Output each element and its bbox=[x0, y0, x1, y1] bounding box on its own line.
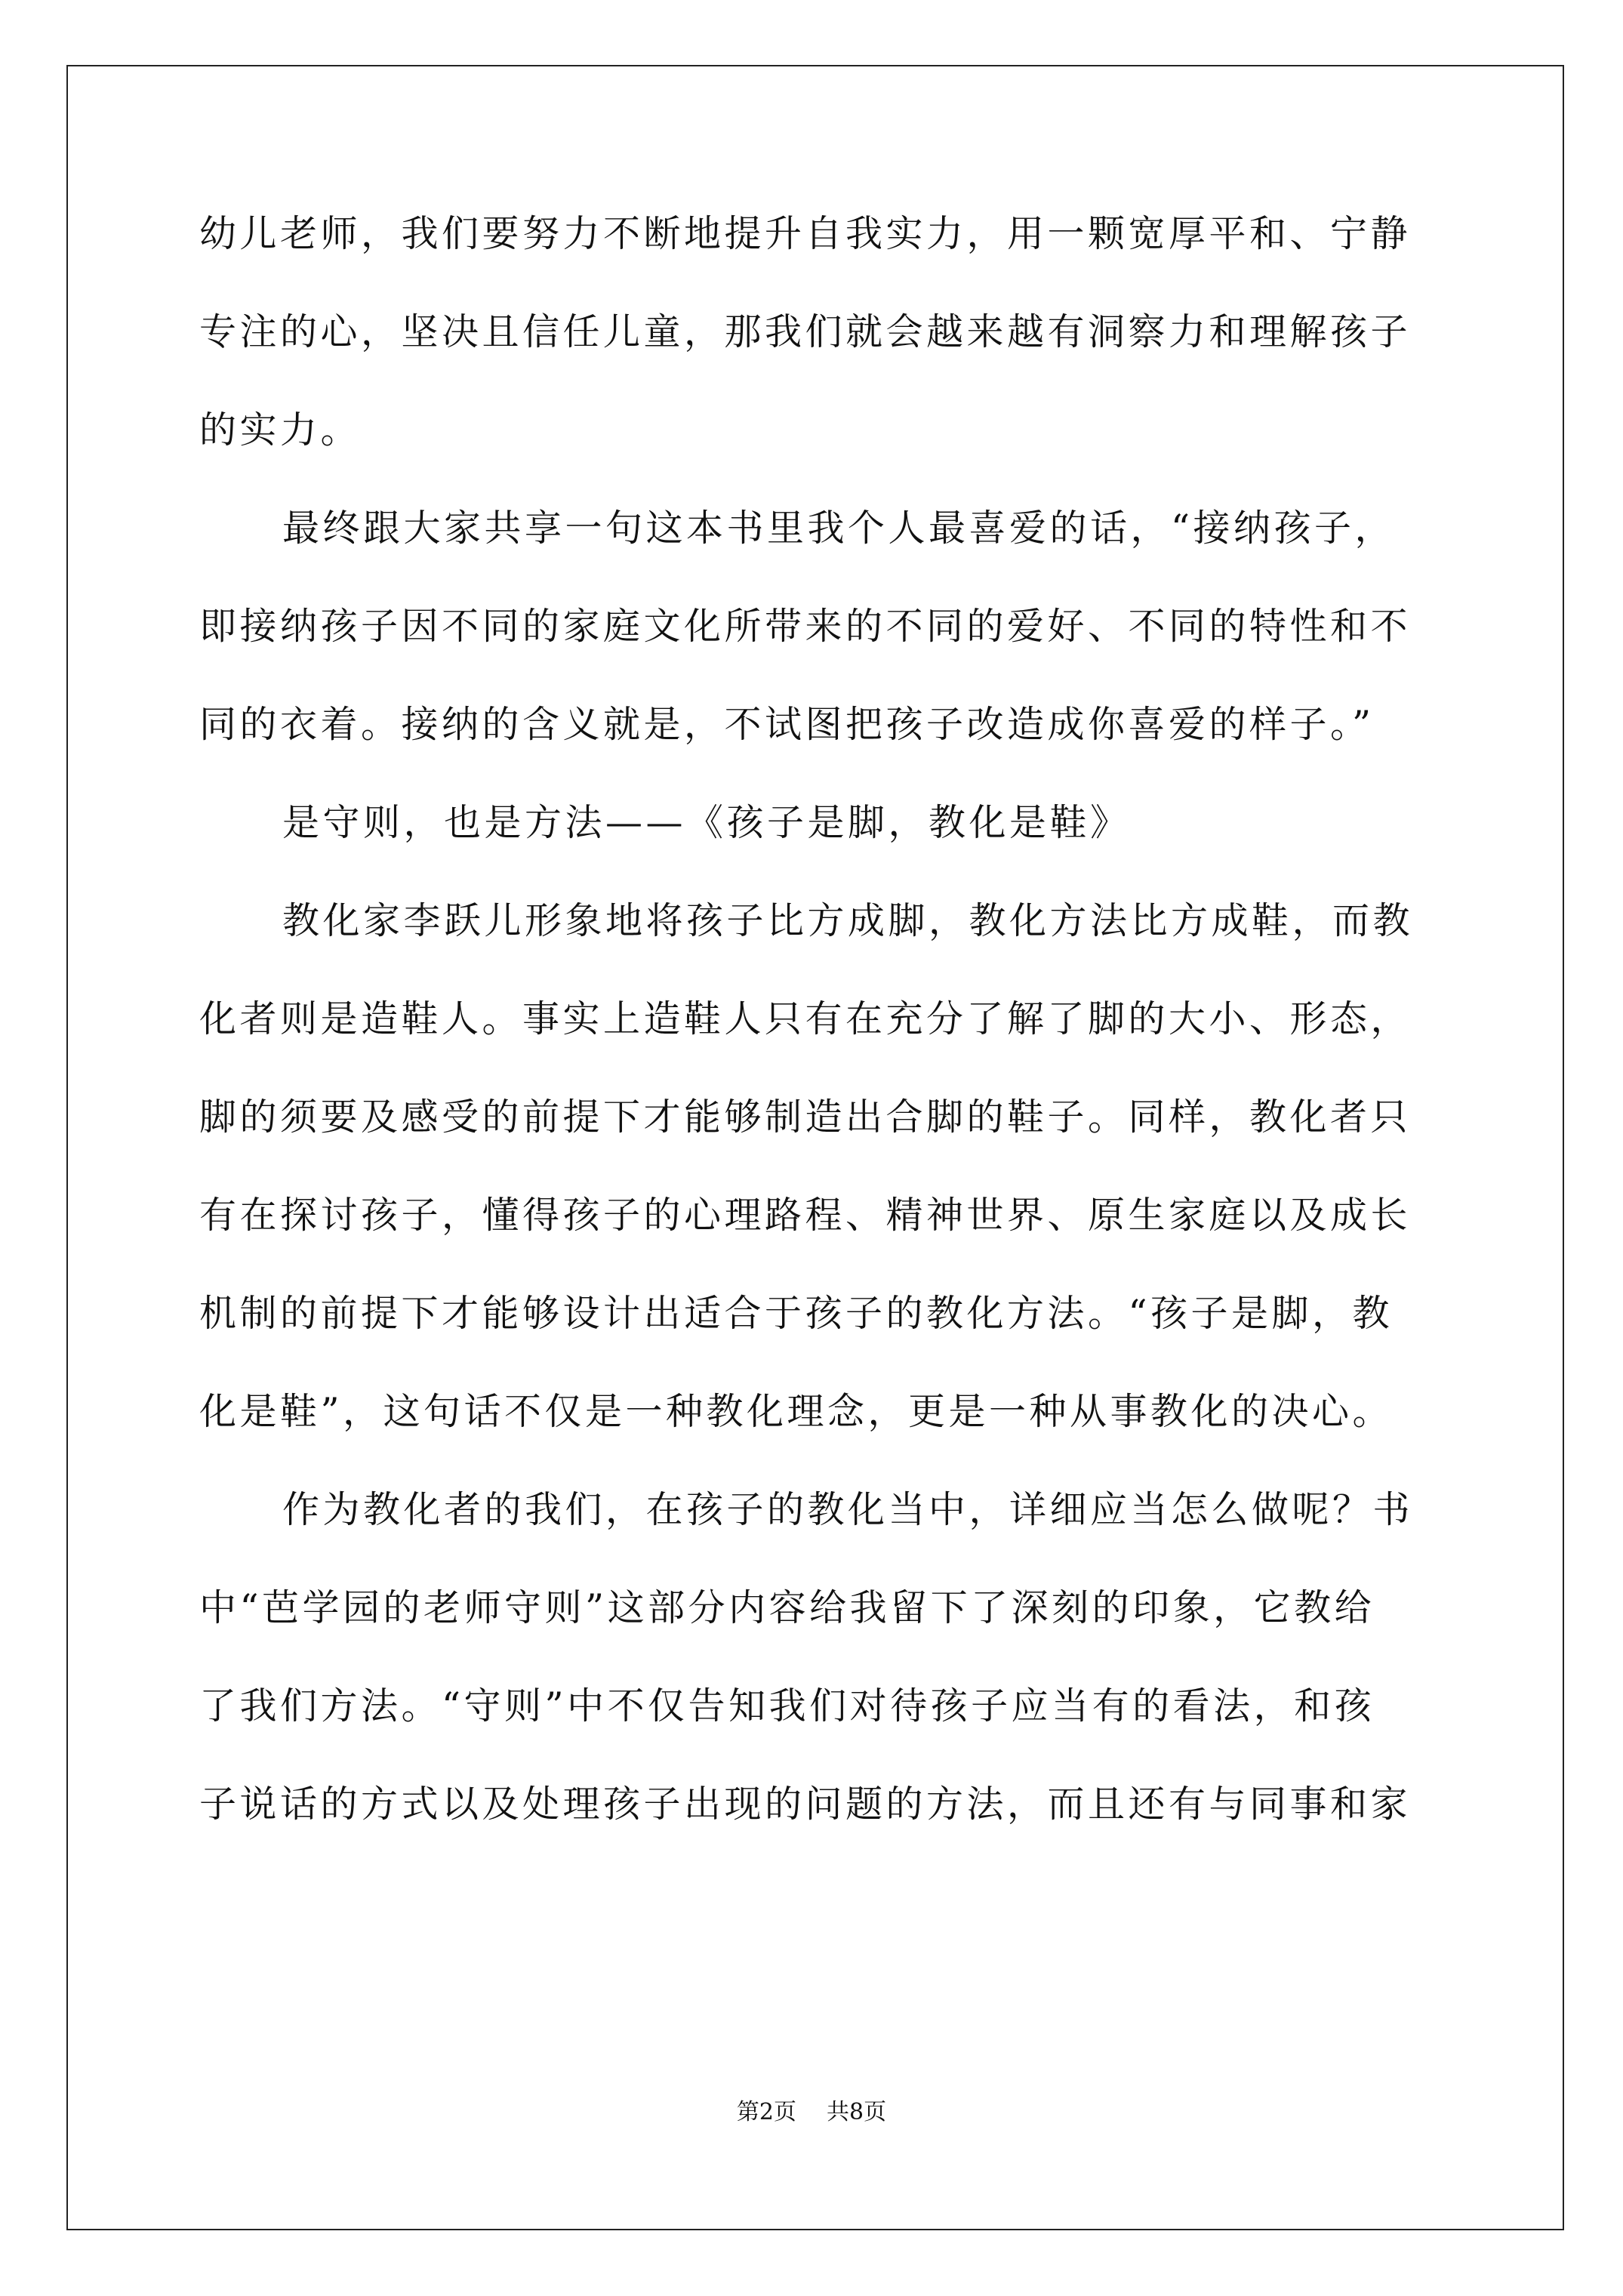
text-line-17: 子说话的方式以及处理孩子出现的问题的方法，而且还有与同事和家 bbox=[199, 1783, 1412, 1826]
text-line-14: 作为教化者的我们，在孩子的教化当中，详细应当怎么做呢？书 bbox=[282, 1488, 1414, 1531]
text-line-16: 了我们方法。“守则”中不仅告知我们对待孩子应当有的看法，和孩 bbox=[199, 1684, 1375, 1727]
text-line-5: 即接纳孩子因不同的家庭文化所带来的不同的爱好、不同的特性和不 bbox=[199, 605, 1412, 648]
text-line-13: 化是鞋”，这句话不仅是一种教化理念，更是一种从事教化的决心。 bbox=[199, 1390, 1394, 1433]
text-line-1: 幼儿老师，我们要努力不断地提升自我实力，用一颗宽厚平和、宁静 bbox=[199, 212, 1412, 255]
text-line-9: 化者则是造鞋人。事实上造鞋人只有在充分了解了脚的大小、形态， bbox=[199, 997, 1412, 1040]
section-heading: 是守则，也是方法——《孩子是脚，教化是鞋》 bbox=[282, 801, 1131, 844]
page-footer bbox=[0, 2097, 1623, 2128]
text-line-2: 专注的心，坚决且信任儿童，那我们就会越来越有洞察力和理解孩子 bbox=[199, 310, 1412, 353]
text-line-4: 最终跟大家共享一句这本书里我个人最喜爱的话，“接纳孩子， bbox=[282, 507, 1396, 550]
text-line-12: 机制的前提下才能够设计出适合于孩子的教化方法。“孩子是脚，教 bbox=[199, 1292, 1394, 1335]
text-line-6: 同的衣着。接纳的含义就是，不试图把孩子改造成你喜爱的样子。” bbox=[199, 703, 1375, 746]
text-line-10: 脚的须要及感受的前提下才能够制造出合脚的鞋子。同样，教化者只 bbox=[199, 1096, 1412, 1139]
text-line-15: 中“芭学园的老师守则”这部分内容给我留下了深刻的印象，它教给 bbox=[199, 1586, 1375, 1629]
text-line-11: 有在探讨孩子，懂得孩子的心理路程、精神世界、原生家庭以及成长 bbox=[199, 1194, 1412, 1237]
page-number: 第2页 bbox=[736, 2099, 796, 2125]
page-total: 共8页 bbox=[827, 2099, 887, 2125]
text-line-3: 的实力。 bbox=[199, 408, 362, 451]
text-line-8: 教化家李跃儿形象地将孩子比方成脚，教化方法比方成鞋，而教 bbox=[282, 899, 1414, 942]
page-border bbox=[66, 65, 1564, 2230]
